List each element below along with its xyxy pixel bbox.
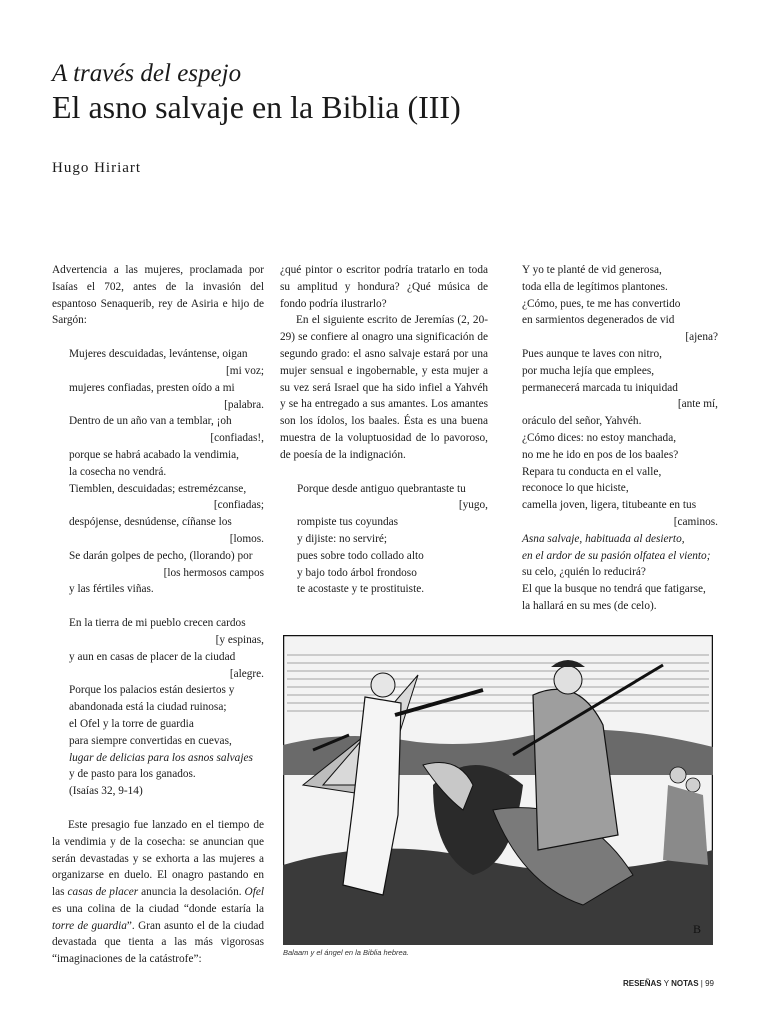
footer-section-joiner: Y <box>661 979 672 988</box>
page-footer <box>623 979 714 988</box>
verse-line: rompiste tus coyundas <box>297 516 399 529</box>
verse-line: en sarmientos degenerados de vid <box>522 314 675 327</box>
stanza-break <box>52 598 264 615</box>
verse-line: reconoce lo que hiciste, <box>522 482 629 495</box>
verse-line: Tiemblen, descuidadas; estremézcanse, <box>69 482 247 495</box>
verse-runover: [confiadas; <box>213 499 264 512</box>
verse-line: la hallará en su mes (de celo). <box>522 599 657 612</box>
intro-paragraph: Advertencia a las mujeres, proclamada por Isaías el 702, antes de la invasión del espantoso Senaquerib, rey de Asiria e hijo de Sargón: <box>52 264 264 327</box>
verse-line: En la tierra de mi pueblo crecen cardos <box>69 617 246 630</box>
verse-line: despójense, desnúdense, cíñanse los <box>69 516 232 529</box>
verse-line: toda ella de legítimos plantones. <box>522 280 668 293</box>
verse-line: El que la busque no tendrá que fatigarse, <box>522 583 706 596</box>
verse-line: (Isaías 32, 9-14) <box>69 785 143 798</box>
verse-line: para siempre convertidas en cuevas, <box>69 734 232 747</box>
verse-runover: [mi voz; <box>226 364 264 377</box>
verse-line: el Ofel y la torre de guardia <box>69 717 194 730</box>
verse-runover: [lomos. <box>229 532 264 545</box>
verse-line: porque se habrá acabado la vendimia, <box>69 448 240 461</box>
svg-text:B: B <box>693 922 702 936</box>
verse-line: por mucha lejía que emplees, <box>522 364 655 377</box>
italic-phrase: Ofel <box>244 886 264 899</box>
verse-runover: [alegre. <box>229 667 264 680</box>
jeremiah-poem-part-2 <box>522 262 718 615</box>
verse-line: en el ardor de su pasión olfatea el viento; <box>522 549 711 562</box>
verse-line: su celo, ¿quién lo reducirá? <box>522 566 646 579</box>
verse-line: no me he ido en pos de los baales? <box>522 448 679 461</box>
verse-runover: [ajena? <box>685 331 718 344</box>
isaiah-poem <box>52 346 264 800</box>
verse-line: Mujeres descuidadas, levántense, oigan <box>69 348 248 361</box>
text-column-2 <box>280 262 488 598</box>
text-run: Este presagio fue lanzado en el tiempo de la vendimia y de la cosecha: se anuncian que serán devastadas y se exhorta a las mujeres a organizarse en duelo. El onagro pastando en las <box>52 818 264 899</box>
verse-line: pues sobre todo collado alto <box>297 549 424 562</box>
author-name: Hugo Hiriart <box>52 160 142 176</box>
jeremiah-paragraph: En el siguiente escrito de Jeremías (2, 20-29) se confiere al onagro una significación de segundo grado: el asno salvaje estará por una mujer sensual e ingobernable, y esta mujer a su vez será Israel que ha sido infiel a Yahvéh y se ha entregado a sus amantes. Los amantes son los ídolos, los baales. Ésta es una buena muestra de la voluptuosidad de lo pavoroso, de poesía de la indignación. <box>280 314 488 461</box>
text-run: es una colina de la ciudad “donde estaría la <box>52 902 264 915</box>
figure-caption <box>283 948 409 957</box>
verse-runover: [confiadas!, <box>210 432 264 445</box>
article-header <box>52 60 461 126</box>
footer-section-b: NOTAS <box>671 979 699 988</box>
text-run: anuncia la desolación. <box>138 886 245 899</box>
verse-line: Se darán golpes de pecho, (llorando) por <box>69 549 253 562</box>
text-run: ”. Gran asunto el de la ciudad devastada que tienta a las más vigorosas “imaginaciones de la catástrofe”: <box>52 919 264 966</box>
section-kicker: A través del espejo <box>52 60 242 87</box>
verse-line: y dijiste: no serviré; <box>297 532 388 545</box>
verse-line: permanecerá marcada tu iniquidad <box>522 381 678 394</box>
verse-line: abandonada está la ciudad ruinosa; <box>69 701 227 714</box>
verse-line: ¿Cómo dices: no estoy manchada, <box>522 431 677 444</box>
caption-rest: en la Biblia hebrea. <box>342 948 409 957</box>
spacer <box>280 464 488 481</box>
closing-paragraph <box>52 817 264 968</box>
verse-line: Porque desde antiguo quebrantaste tu <box>297 482 466 495</box>
italic-phrase: casas de placer <box>67 886 139 899</box>
verse-runover: [ante mí, <box>677 398 718 411</box>
verse-line: ¿Cómo, pues, te me has convertido <box>522 297 681 310</box>
footer-separator: | <box>700 979 703 988</box>
verse-runover: [y espinas, <box>215 633 264 646</box>
verse-runover: [caminos. <box>673 515 718 528</box>
verse-line: mujeres confiadas, presten oído a mi <box>69 381 235 394</box>
verse-runover: [los hermosos campos <box>163 566 264 579</box>
verse-line: Y yo te planté de vid generosa, <box>522 264 662 276</box>
verse-line: Repara tu conducta en el valle, <box>522 465 662 478</box>
verse-line: Dentro de un año van a temblar, ¡oh <box>69 415 232 428</box>
paragraph-continuation: ¿qué pintor o escritor podría tratarlo en toda su amplitud y hondura? ¿Qué música de fondo podría ilustrarlo? <box>280 264 488 310</box>
verse-runover: [yugo, <box>458 499 488 512</box>
verse-line: Pues aunque te laves con nitro, <box>522 347 662 360</box>
verse-line: te acostaste y te prostituiste. <box>297 583 425 596</box>
verse-line: oráculo del señor, Yahvéh. <box>522 415 642 428</box>
text-column-1 <box>52 262 264 968</box>
footer-section-a: RESEÑAS <box>622 979 662 988</box>
verse-line: y las fértiles viñas. <box>69 583 154 596</box>
verse-line: lugar de delicias para los asnos salvajes <box>69 751 253 764</box>
verse-line: camella joven, ligera, titubeante en tus <box>522 499 697 512</box>
caption-italic: Balaam y el ángel <box>283 948 343 957</box>
verse-line: Asna salvaje, habituada al desierto, <box>522 532 685 545</box>
article-title: El asno salvaje en la Biblia (III) <box>52 89 461 125</box>
verse-line: la cosecha no vendrá. <box>69 465 167 478</box>
verse-line: y aun en casas de placer de la ciudad <box>69 650 236 663</box>
jeremiah-poem-part-1 <box>280 481 488 599</box>
verse-line: y bajo todo árbol frondoso <box>297 566 417 579</box>
spacer <box>52 329 264 346</box>
verse-line: Porque los palacios están desiertos y <box>69 684 235 697</box>
italic-phrase: torre de guardia <box>52 919 127 932</box>
text-column-3 <box>522 262 718 615</box>
verse-line: y de pasto para los ganados. <box>69 768 196 781</box>
spacer <box>52 800 264 817</box>
verse-runover: [palabra. <box>224 398 264 411</box>
balaam-angel-engraving <box>283 635 713 945</box>
page-number: 99 <box>705 979 714 988</box>
